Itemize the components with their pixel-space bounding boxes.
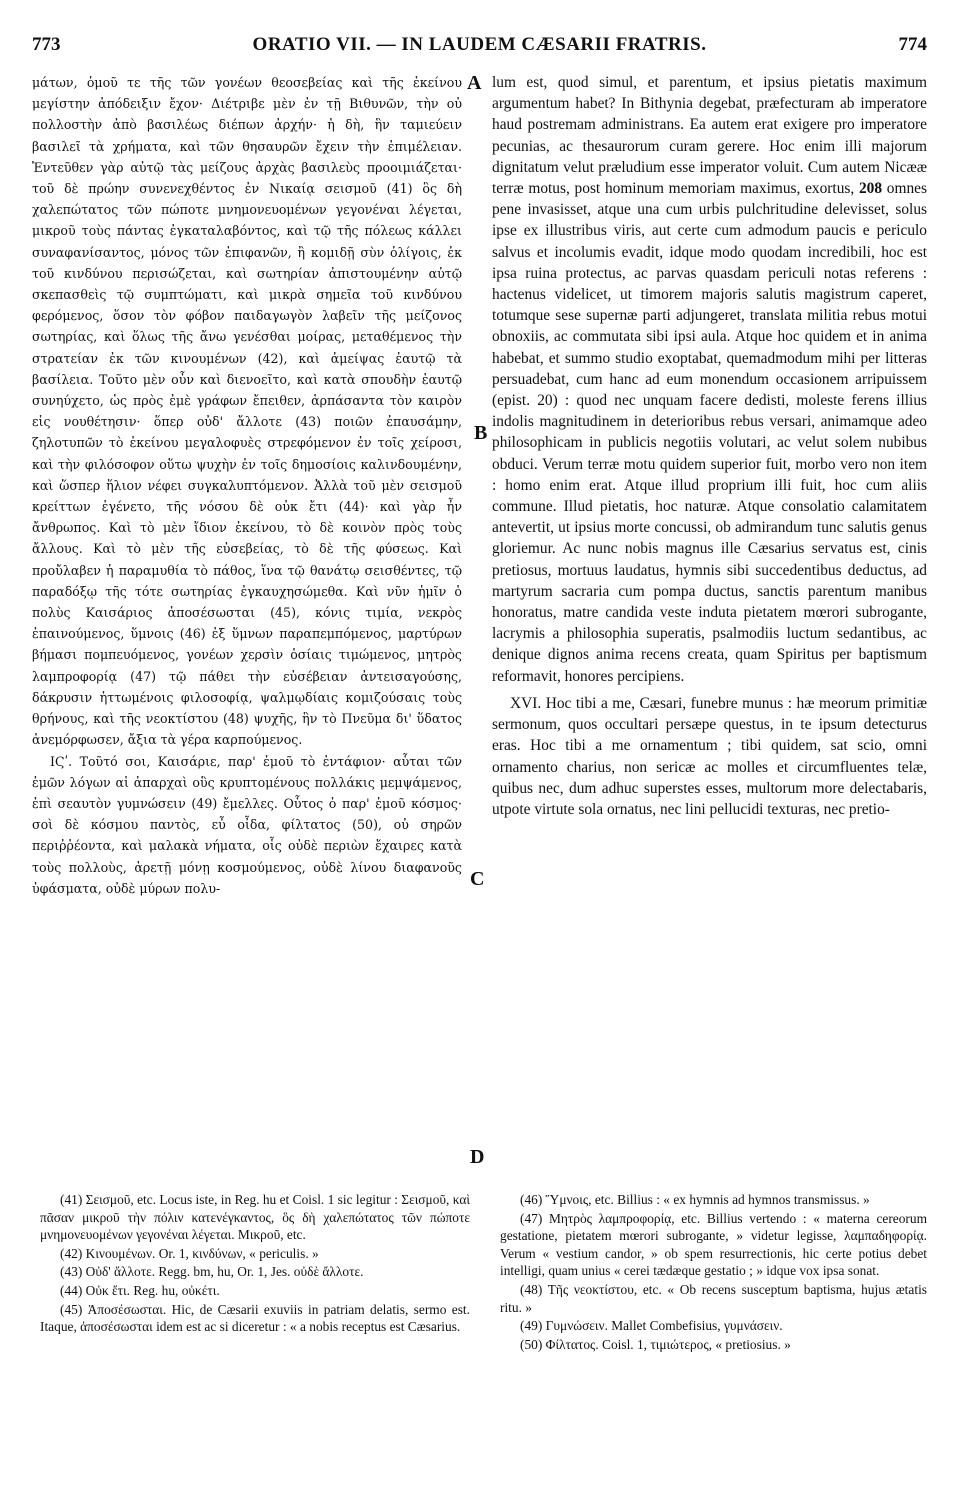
footnote-50: (50) Φίλτατος. Coisl. 1, τιμιώτερος, « pretiosius. » bbox=[520, 1336, 791, 1352]
margin-marker-b: B bbox=[474, 422, 488, 444]
latin-column bbox=[492, 72, 927, 820]
running-title: ORATIO VII. — IN LAUDEM CÆSARII FRATRIS. bbox=[252, 34, 707, 55]
margin-marker-a: A bbox=[467, 72, 482, 94]
greek-paragraph-2: ΙϚʹ. Τοῦτό σοι, Καισάριε, παρ' ἐμοῦ τὸ ἐντάφιον· αὗται τῶν ἐμῶν λόγων αἱ ἀπαρχαὶ οὓς κρυπτομένους πολλάκις μεμψάμενος, ἐπὶ σεαυτὸν γυμνώσειν (49) ἔμελλες. Οὗτος ὁ παρ' ἐμοῦ κόσμος· σοὶ δὲ κόσμου παντὸς, εὖ οἶδα, φίλτατος (50), οὐ σηρῶν περιῤῥέοντα, καὶ μαλακὰ νήματα, οἷς οὐδὲ περιὼν ἔχαιρες κατὰ τοὺς πολλοὺς, ἀρετῇ μόνῃ κοσμούμενος, οὐδὲ λίνου διαφανοῦς ὑφάσματα, οὐδὲ μύρων πολυ- bbox=[32, 753, 462, 896]
footnote-41: (41) Σεισμοῦ, etc. Locus iste, in Reg. hu et Coisl. 1 sic legitur : Σεισμοῦ, καὶ πᾶσαν μικροῦ τὴν πόλιν κατενέγκαντος, ὃς δὴ χαλεπώτατος τῶν πώποτε μνημονευομένων γεγονέναι λέγεται. Μικροῦ, etc. bbox=[40, 1192, 470, 1243]
margin-marker-c: C bbox=[470, 868, 485, 890]
footnote-47: (47) Μητρὸς λαμπροφορίᾳ, etc. Billius vertendo : « materna cereorum gestatione, pietatem mœrori subrogante, » videtur legisse, λαμπαδηφορίᾳ. Verum « vestium candor, » ob spem resurrectionis, hic certe potius debet intelligi, quam unius « cerei tædæque gestatio ; » idque vox ipsa sonat. bbox=[500, 1210, 927, 1279]
greek-paragraph-1: μάτων, ὁμοῦ τε τῆς τῶν γονέων θεοσεβείας καὶ τῆς ἐκείνου μεγίστην ἀπόδειξιν ἔχον· Διέτριβε μὲν ἐν τῇ Βιθυνῶν, τὴν οὐ πολλοστὴν ἀπὸ βασιλέως διέπων ἀρχήν· ἡ δὴ, ἣν ταμιεύειν βασιλεῖ τὰ χρήματα, καὶ τῶν θησαυρῶν ἔχειν τὴν ἐπιμέλειαν. Ἐντεῦθεν γὰρ αὐτῷ τὰς μείζους ἀρχὰς βασιλεὺς προοιμιάζεται· τοῦ δὲ πρώην συνενεχθέντος ἐν Νικαίᾳ σεισμοῦ (41) ὃς δὴ χαλεπώτατος τῶν πώποτε μνημονευομένων γεγονέναι λέγεται, μικροῦ τοὺς πάντας ἐγκαταλαβόντος, καὶ τῷ τῆς πόλεως κάλλει συναφανίσαντος, μόνος τῶν ἐπιφανῶν, ἢ κομιδῇ σὺν ὀλίγοις, ἐκ τοῦ κινδύνου περισώζεται, καὶ σωτηρίαν ἀπιστουμένην αὐτῷ σκεπασθεὶς τῷ συμπτώματι, καὶ μικρὰ σημεῖα τοῦ κινδύνου φερόμενος, ὅσον τὸν φόβον παιδαγωγὸν λαβεῖν τῆς μείζονος σωτηρίας, καὶ ὅλως τῆς ἄνω γενέσθαι μοίρας, μεταθέμενος τὴν στρατείαν ἐκ τῶν κινουμένων (42), καὶ ἀμείψας ἑαυτῷ τὰ βασίλεια. Τοῦτο μὲν οὖν καὶ διενοεῖτο, καὶ κατὰ σπουδὴν ἑαυτῷ συνηύχετο, ὡς πρὸς ἐμὲ γράφων ἔπειθεν, ἁρπάσαντα τὸν καιρὸν εἰς νουθέτησιν· ὅπερ οὐδ' ἄλλοτε (43) ποιῶν ἐπαυσάμην, ζηλοτυπῶν τὸ ἐκείνου μεγαλοφυὲς στρεφόμενον ἐν τοῖς χείροσι, καὶ τὴν φιλόσοφον οὕτω ψυχὴν ἐν τοῖς δημοσίοις καλινδουμένην, καὶ ὥσπερ ἥλιον νέφει συγκαλυπτόμενον. Ἀλλὰ τοῦ μὲν σεισμοῦ κρείττων ἐγένετο, τῆς νόσου δὲ οὐκ ἔτι (44)· καὶ γὰρ ἦν ἄνθρωπος. Καὶ τὸ μὲν ἴδιον ἐκείνου, τὸ δὲ κοινὸν πρὸς τοὺς ἄλλους. Καὶ τὸ μὲν τῆς εὐσεβείας, τὸ δὲ τῆς φύσεως. Καὶ προὔλαβεν ἡ παραμυθία τὸ πάθος, ἵνα τῷ θανάτῳ σεισθέντες, τῷ παραδόξῳ τῆς τότε σωτηρίας ἐγκαυχησώμεθα. Καὶ νῦν ἡμῖν ὁ πολὺς Καισάριος ἀποσέσωσται (45), κόνις τιμία, νεκρὸς ἐπαινούμενος, ὕμνοις (46) ἐξ ὕμνων παραπεμπόμενος, μαρτύρων βήμασι πομπευόμενος, γονέων χερσὶν ὁσίαις τιμώμενος, μητρὸς λαμπροφορίᾳ (47) τῷ πάθει τὴν εὐσέβειαν ἀντεισαγούσης, δάκρυσιν ἡττωμένοις φιλοσοφίᾳ, ψαλμῳδίαις κομιζούσαις τοὺς θρήνους, καὶ τῆς νεοκτίστου (48) ψυχῆς, ἣν τὸ Πνεῦμα δι' ὕδατος ἀνεμόρφωσεν, ἄξια τὰ γέρα καρπούμενος. bbox=[32, 75, 462, 748]
footnote-42: (42) Κινουμένων. Or. 1, κινδύνων, « periculis. » bbox=[60, 1245, 319, 1261]
footnote-45: (45) Ἀποσέσωσται. Hic, de Cæsarii exuviis in patriam delatis, sermo est. Itaque, ἀποσέσωσται idem est ac si diceretur : « a nobis receptus est Cæsarius. bbox=[40, 1301, 470, 1335]
footnote-46: (46) Ὕμνοις, etc. Billius : « ex hymnis ad hymnos transmissus. » bbox=[520, 1192, 870, 1207]
page-header bbox=[32, 34, 927, 62]
latin-paragraph-1-start: lum est, quod simul, et parentum, et ipsius pietatis maximum argumentum habet? In Bithynia degebat, præfecturam ab imperatore haud postremam administrans. Ea autem erat exigere pro imperatore pecunias, ac thesaurorum curam gerere. Hoc enim illi majorum dignitatum velut præludium esse imperator voluit. Cum autem Nicææ terræ motus, post hominum memoriam maximus, exortus, bbox=[492, 74, 927, 198]
footnote-43: (43) Οὐδ' ἄλλοτε. Regg. bm, hu, Or. 1, Jes. οὐδὲ ἄλλοτε. bbox=[60, 1264, 364, 1280]
margin-marker-d: D bbox=[470, 1146, 485, 1168]
latin-paragraph-2: XVI. Hoc tibi a me, Cæsari, funebre munus : hæ meorum primitiæ sermonum, quos occultari persæpe questus, in te ipsum detecturus eras. Hoc tibi a me ornamentum ; tibi quidem, sat scio, omni ornamento charius, non sericæ ac molles et circumfluentes telæ, quibus nec, dum adhuc superstes esses, multorum more delectabaris, utpote virtute sola ornatus, nec lini pellucidi texturas, nec pretio- bbox=[492, 694, 927, 818]
footnote-49: (49) Γυμνώσειν. Mallet Combefisius, γυμνάσειν. bbox=[520, 1318, 783, 1334]
footnotes-right bbox=[500, 1191, 927, 1354]
page-number-left: 773 bbox=[32, 34, 61, 55]
footnotes-left bbox=[40, 1191, 470, 1337]
footnote-44: (44) Οὐκ ἔτι. Reg. hu, οὐκέτι. bbox=[60, 1282, 220, 1298]
page-number-right: 774 bbox=[898, 34, 927, 55]
column-number: 208 bbox=[858, 180, 883, 198]
greek-column bbox=[32, 72, 462, 899]
latin-paragraph-1 bbox=[492, 72, 927, 687]
latin-paragraph-1-rest: omnes pene invasisset, atque una cum urbis pulchritudine delevisset, solus ipse ex illustribus viris, aut certe cum admodum paucis e periculo salvus et incolumis evadit, idque modo quodam incredibili, hoc est ipsa ruina protectus, ac parvas quasdam periculi notas referens : hactenus videlicet, ut timorem majoris salutis magistrum caperet, totumque sese supernæ parti adjungeret, translata militia rebus motui obnoxiis, ac commutata sibi ipsi aula. Atque hoc quidem et in anima habebat, et summo studio exoptabat, quemadmodum mihi per litteras persuadebat, cum hanc ad eum monendum occasionem arripuissem (epist. 20) : quod nec unquam facere dedisti, moleste ferens illius indolis magnitudinem in deterioribus rebus versari, animamque adeo philosophicam in publicis negotiis volutari, ac velut solem nubibus obduci. Verum terræ motu quidem superior fuit, morbo vero non item : homo enim erat. Atque illud proprium illi fuit, hoc cum aliis commune. Illud pietatis, hoc naturæ. Atque consolatio calamitatem antevertit, ut ipsius morte concussi, ob admirandum tunc salutis genus gloriemur. Ac nunc nobis magnus ille Cæsarius servatus est, cinis pretiosus, mortuus laudatus, hymnis sibi succedentibus deductus, ad martyrum sacraria cum pompa ductus, sanctis parentum manibus honoratus, matre candida veste induta pietatem mœrori subrogante, lacrymis a philosophia superatis, psalmodiis luctum sedantibus, ac denique dignos anima recens creata, quam Spiritus per baptismum reformavit, honores percipiens. bbox=[492, 180, 927, 685]
footnote-48: (48) Τῆς νεοκτίστου, etc. « Ob recens susceptum baptisma, hujus ætatis ritu. » bbox=[500, 1281, 927, 1315]
